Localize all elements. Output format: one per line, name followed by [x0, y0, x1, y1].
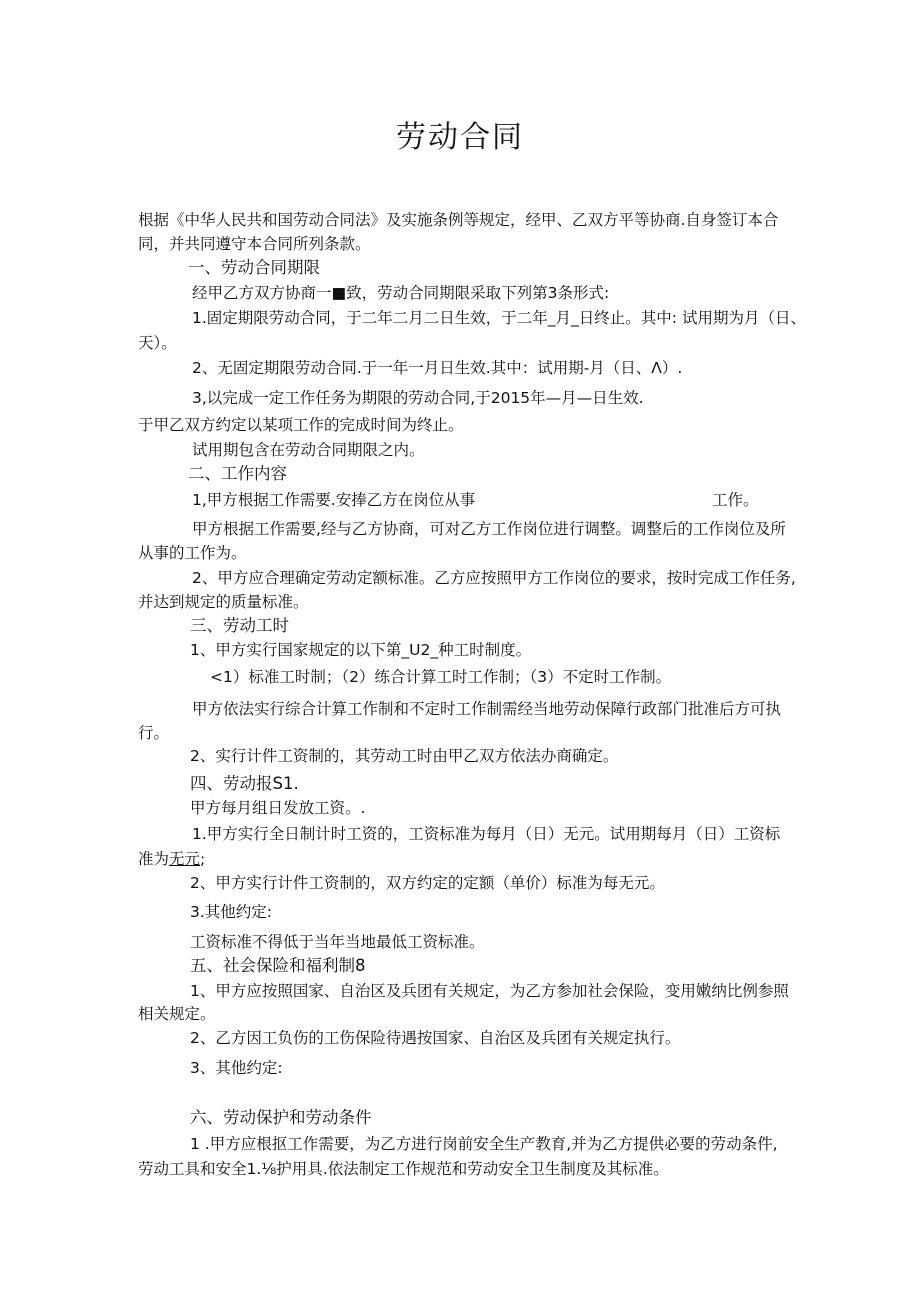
section-5-item-1-line-1: 1、甲方应按照国家、自治区及兵团有关规定，为乙方参加社会保险，变用嫩纳比例参照 — [190, 982, 789, 1000]
section-2-item-2-line-2: 并达到规定的质量标准。 — [138, 593, 309, 611]
section-2-para-line-1: 甲方根据工作需要,经与乙方协商，可对乙方工作岗位进行调整。调整后的工作岗位及所 — [192, 520, 786, 538]
section-2-heading: 二、工作内容 — [188, 464, 287, 483]
section-1-item-1-line-1: 1.固定期限劳动合同，于二年二月二日生效，于二年_月_日终止。其中: 试用期为月（日、 — [192, 309, 806, 327]
section-1-lead: 经甲乙方双方协商一■致，劳动合同期限采取下列第3条形式: — [192, 284, 610, 302]
section-2-item-2-line-1: 2、甲方应合理确定劳动定额标准。乙方应按照甲方工作岗位的要求，按时完成工作任务, — [192, 569, 796, 587]
section-1-note: 试用期包含在劳动合同期限之内。 — [192, 441, 425, 459]
intro-line-2: 同，并共同遵守本合同所列条款。 — [138, 235, 371, 253]
section-2-para-line-2: 从事的工作为。 — [138, 544, 247, 562]
section-4-item-1-prefix: 准为 — [138, 850, 170, 868]
section-3-heading: 三、劳动工时 — [190, 616, 289, 635]
section-3-para-line-1: 甲方依法实行综合计算工作制和不定时工作制需经当地劳动保障行政部门批准后方可执 — [192, 700, 782, 718]
section-3-para-line-2: 行。 — [138, 724, 170, 742]
section-3-options: <1）标准工时制；（2）练合计算工时工作制；（3）不定时工作制。 — [210, 668, 672, 686]
section-4-item-1-line-2 — [138, 848, 205, 870]
section-5-item-3: 3、其他约定: — [190, 1059, 283, 1077]
section-3-item-2: 2、实行计件工资制的，其劳动工时由甲乙双方依法办商确定。 — [190, 747, 619, 765]
section-4-item-1-amount: 无元 — [169, 850, 201, 868]
section-1-item-3-line-2: 于甲乙双方约定以某项工作的完成时间为终止。 — [138, 416, 464, 434]
section-5-item-1-line-2: 相关规定。 — [138, 1005, 216, 1023]
section-4-item-3: 3.其他约定: — [190, 903, 273, 921]
section-2-item-1-end: 工作。 — [712, 491, 759, 509]
section-6-heading: 六、劳动保护和劳动条件 — [190, 1108, 372, 1127]
section-5-item-2: 2、乙方因工负伤的工伤保险待遇按国家、自治区及兵团有关规定执行。 — [190, 1029, 681, 1047]
section-1-item-2: 2、无固定期限劳动合同.于一年一月日生效.其中：试用期-月（日、Λ）. — [192, 359, 683, 377]
section-4-note: 工资标准不得低于当年当地最低工资标准。 — [190, 933, 485, 951]
document-title: 劳动合同 — [396, 120, 524, 155]
section-4-heading: 四、劳动报S1. — [190, 774, 299, 793]
section-6-item-1-line-2: 劳动工具和安全1.⅛护用具.依法制定工作规范和劳动安全卫生制度及其标准。 — [138, 1160, 669, 1178]
section-1-item-3-line-1: 3,以完成一定工作任务为期限的劳动合同,于2015年—月—日生效. — [192, 389, 644, 407]
intro-line-1: 根据《中华人民共和国劳动合同法》及实施条例等规定，经甲、乙双方平等协商.自身签订本合 — [138, 211, 779, 229]
section-4-item-1-line-1: 1.甲方实行全日制计时工资的，工资标准为每月（日）无元。试用期每月（日）工资标 — [192, 825, 781, 843]
section-4-item-2: 2、甲方实行计件工资制的，双方约定的定额（单价）标准为每无元。 — [190, 874, 665, 892]
section-3-item-1: 1、甲方实行国家规定的以下第_U2_种工时制度。 — [190, 641, 532, 659]
section-4-lead: 甲方每月组日发放工资。. — [190, 799, 366, 817]
section-5-heading: 五、社会保险和福利制8 — [190, 956, 366, 975]
section-1-item-1-line-2: 天）。 — [138, 334, 177, 352]
section-2-item-1-start: 1,甲方根据工作需要.安捧乙方在岗位从事 — [192, 491, 476, 509]
section-6-item-1-line-1: 1 .甲方应根抠工作需要，为乙方进行岗前安全生产教育,并为乙方提供必要的劳动条件, — [190, 1135, 778, 1153]
section-1-heading: 一、劳动合同期限 — [188, 258, 320, 277]
section-4-item-1-suffix: ; — [200, 850, 206, 868]
